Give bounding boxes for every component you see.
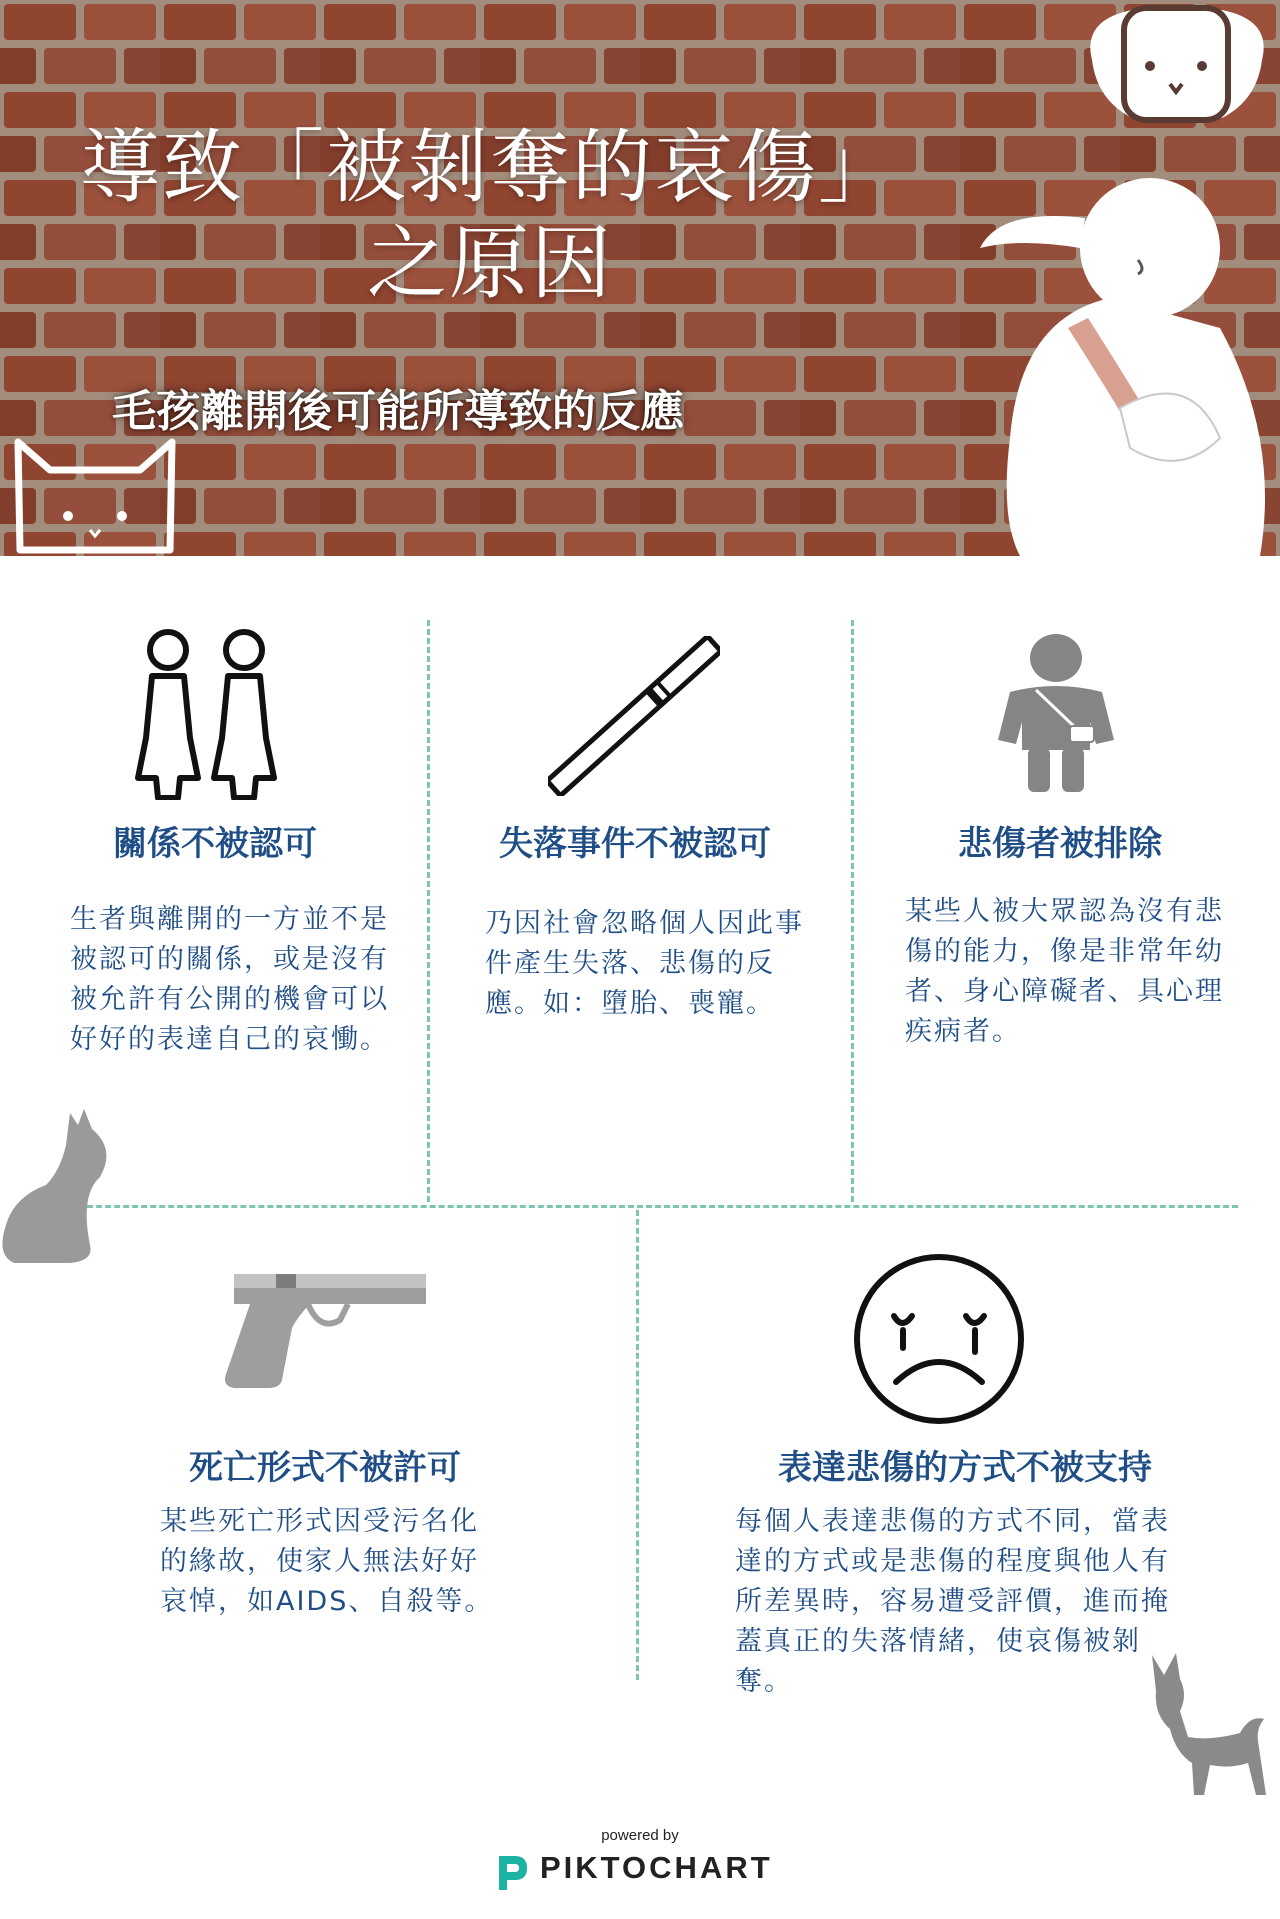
sitting-cat-silhouette-icon <box>0 1105 120 1265</box>
vertical-divider-1 <box>427 620 430 1202</box>
piktochart-wordmark[interactable]: PIKTOCHART <box>540 1850 773 1885</box>
horizontal-divider <box>42 1205 1238 1208</box>
cigarette-icon <box>548 636 720 796</box>
card-5-title: 表達悲傷的方式不被支持 <box>778 1448 1152 1488</box>
card-2-title: 失落事件不被認可 <box>499 824 771 864</box>
card-2-body: 乃因社會忽略個人因此事件產生失落、悲傷的反應。如：墮胎、喪寵。 <box>485 908 804 1019</box>
card-4-title: 死亡形式不被許可 <box>189 1448 461 1488</box>
piktochart-logo-icon <box>495 1852 531 1894</box>
card-3-title: 悲傷者被排除 <box>958 824 1162 864</box>
title-line-1: 導致「被剝奪的哀傷」 <box>80 121 900 214</box>
title-line-2: 之原因 <box>367 217 613 310</box>
couple-icon <box>128 628 284 800</box>
card-1-title: 關係不被認可 <box>113 824 317 864</box>
child-icon <box>990 632 1122 794</box>
powered-by-text: powered by <box>601 1827 679 1844</box>
card-5-body: 每個人表達悲傷的方式不同，當表達的方式或是悲傷的程度與他人有所差異時，容易遭受評價，進而掩蓋真正的失落情緒，使哀傷被剝奪。 <box>735 1506 1170 1697</box>
hero-banner <box>0 0 1280 556</box>
page-subtitle: 毛孩離開後可能所導致的反應 <box>112 386 684 437</box>
vertical-divider-2 <box>851 620 854 1202</box>
grieving-girl-silhouette-icon <box>960 178 1280 556</box>
card-1-body: 生者與離開的一方並不是被認可的關係，或是沒有被允許有公開的機會可以好好的表達自己的哀慟。 <box>70 904 389 1055</box>
page-title <box>70 120 910 312</box>
card-4-body: 某些死亡形式因受污名化的緣故，使家人無法好好哀悼，如AIDS、自殺等。 <box>160 1506 494 1617</box>
dog-head-icon <box>1072 0 1280 128</box>
pistol-icon <box>220 1268 430 1390</box>
small-dog-silhouette-icon <box>1140 1645 1280 1805</box>
vertical-divider-3 <box>636 1210 639 1680</box>
card-3-body: 某些人被大眾認為沒有悲傷的能力，像是非常年幼者、身心障礙者、具心理疾病者。 <box>905 896 1224 1047</box>
cat-head-icon <box>10 430 180 556</box>
crying-face-icon <box>852 1252 1026 1426</box>
